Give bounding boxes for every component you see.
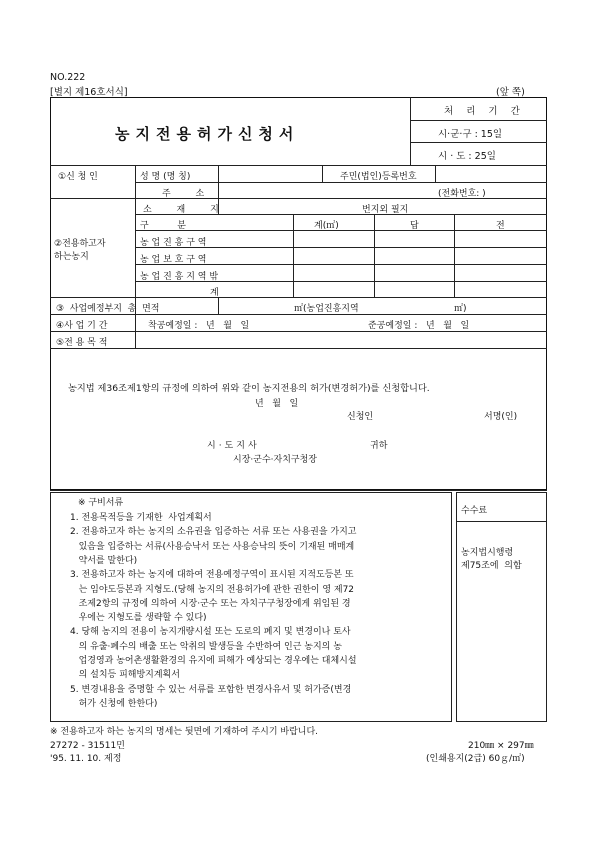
cell-promotion-field[interactable]	[457, 232, 544, 246]
cell-sum-field[interactable]	[457, 283, 544, 296]
location-field[interactable]	[223, 202, 358, 214]
name-label: 성 명 (명 칭)	[140, 172, 191, 182]
fee-label: 수수료	[461, 506, 488, 516]
enacted-date: '95. 11. 10. 제정	[50, 754, 122, 764]
cell-outside-total[interactable]	[296, 266, 371, 280]
document-line: 3. 전용하고자 하는 농지에 대하여 전용예정구역이 표시된 지적도등본 또	[70, 570, 354, 581]
document-line: 조제2항의 규정에 의하여 시장·군수 또는 자치구구청장에게 위임된 경	[70, 598, 351, 609]
business-area-label: ③ 사업예정부지 총 면적	[56, 304, 160, 314]
document-line: 1. 전용목적등을 기재한 사업계획서	[70, 513, 212, 523]
cell-promotion-total[interactable]	[296, 232, 371, 246]
period-label: ④사 업 기 간	[56, 321, 108, 331]
paper-size: 210㎜ × 297㎜	[468, 741, 534, 751]
declaration-date: 년 월 일	[255, 399, 299, 409]
processing-city: 시·군·구 : 15일	[438, 129, 503, 140]
signature-label: 서명(인)	[484, 412, 518, 422]
document-line: 의 유출·폐수의 배출 또는 악취의 발생등을 수반하여 인근 농지의 농	[70, 641, 342, 652]
applicant-signer-label: 신청인	[347, 412, 374, 422]
form-code: 27272 - 31511민	[50, 741, 125, 751]
land-label-line2: 하는농지	[54, 252, 89, 262]
lot-label: 번지외 필지	[362, 205, 409, 215]
cell-protection-paddy[interactable]	[377, 249, 452, 263]
documents-heading: ※ 구비서류	[78, 498, 124, 508]
recipient-governor: 시·도지사	[207, 441, 260, 451]
business-area-field[interactable]	[222, 301, 292, 313]
phone-label: (전화번호: )	[438, 189, 486, 199]
registration-number-field[interactable]	[438, 169, 543, 181]
page-side: (앞 쪽)	[496, 87, 525, 98]
cell-protection-total[interactable]	[296, 249, 371, 263]
field-header: 전	[496, 221, 505, 231]
business-area-unit-end: ㎡)	[454, 304, 467, 314]
footer-note: ※ 전용하고자 하는 농지의 명세는 뒷면에 기재하여 주시기 바랍니다.	[50, 727, 319, 737]
registration-number-label: 주민(법인)등록번호	[340, 172, 417, 182]
land-label-line1: ②전용하고자	[54, 239, 106, 249]
address-label: 주 소	[162, 189, 216, 199]
paddy-header: 답	[410, 221, 419, 231]
form-label: [별지 제16호서식]	[50, 87, 128, 98]
start-date-field[interactable]: 착공예정일 : 년 월 일	[148, 321, 250, 331]
row-outside-zone: 농 업 진 흥 지 역 밖	[140, 272, 219, 282]
cell-sum-total[interactable]	[296, 283, 371, 296]
document-line: 2. 전용하고자 하는 농지의 소유권을 입증하는 서류 또는 사용권을 가지고	[70, 527, 357, 538]
document-line: 있음을 입증하는 서류(사용승낙서 또는 사용승낙의 뜻이 기재된 매매계	[70, 541, 355, 552]
category-header: 구 분	[140, 221, 186, 231]
paper-spec: (인쇄용지(2급) 60ｇ/㎡)	[426, 754, 525, 764]
location-label: 소 재 지	[143, 205, 230, 215]
recipient-honorific: 귀하	[370, 441, 388, 451]
form-number: NO.222	[50, 72, 86, 83]
end-date-field[interactable]: 준공예정일 : 년 월 일	[368, 321, 470, 331]
name-field[interactable]	[223, 169, 319, 181]
purpose-field[interactable]	[140, 333, 544, 346]
recipient-mayor: 시장·군수·자치구청장	[233, 455, 317, 465]
processing-period-label: 처 리 기 간	[444, 106, 525, 117]
row-total: 계	[210, 288, 219, 298]
cell-promotion-paddy[interactable]	[377, 232, 452, 246]
processing-province: 시 · 도 : 25일	[438, 151, 496, 162]
row-promotion-zone: 농 업 진 흥 구 역	[140, 238, 207, 248]
document-line: 업경영과 농어촌생활환경의 유지에 피해가 예상되는 경우에는 대체시설	[70, 656, 357, 666]
total-area-header: 계(㎡)	[314, 221, 339, 231]
business-area-unit: ㎡(농업진흥지역	[294, 304, 359, 314]
document-line: 5. 변경내용을 증명할 수 있는 서류를 포함한 변경사유서 및 허가증(변경	[70, 684, 352, 695]
cell-protection-field[interactable]	[457, 249, 544, 263]
document-line: 우에는 지형도를 생략할 수 있다)	[70, 613, 207, 624]
fee-line1: 농지법시행령	[461, 548, 514, 558]
address-field[interactable]	[223, 186, 433, 198]
document-line: 허가 신청에 한한다)	[70, 698, 158, 709]
cell-sum-paddy[interactable]	[377, 283, 452, 296]
form-title: 농지전용허가신청서	[115, 125, 300, 143]
declaration-statement: 농지법 제36조제1항의 규정에 의하여 위와 같이 농지전용의 허가(변경허가)를 신청합니다.	[68, 383, 430, 394]
cell-outside-paddy[interactable]	[377, 266, 452, 280]
applicant-label: ①신 청 인	[58, 172, 98, 182]
document-line: 약서를 말한다)	[70, 555, 138, 566]
fee-line2: 제75조에 의함	[461, 561, 522, 571]
document-line: 는 임야도등본과 지형도.(당해 농지의 전용허가에 관한 권한이 영 제72	[70, 584, 355, 595]
fee-box	[456, 492, 547, 722]
document-line: 4. 당해 농지의 전용이 농지개량시설 또는 도로의 폐지 및 변경이나 토사	[70, 627, 351, 638]
purpose-label: ⑤전 용 목 적	[56, 338, 108, 348]
cell-outside-field[interactable]	[457, 266, 544, 280]
document-line: 의 설치등 피해방지계획서	[70, 670, 180, 681]
row-protection-zone: 농 업 보 호 구 역	[140, 255, 207, 265]
